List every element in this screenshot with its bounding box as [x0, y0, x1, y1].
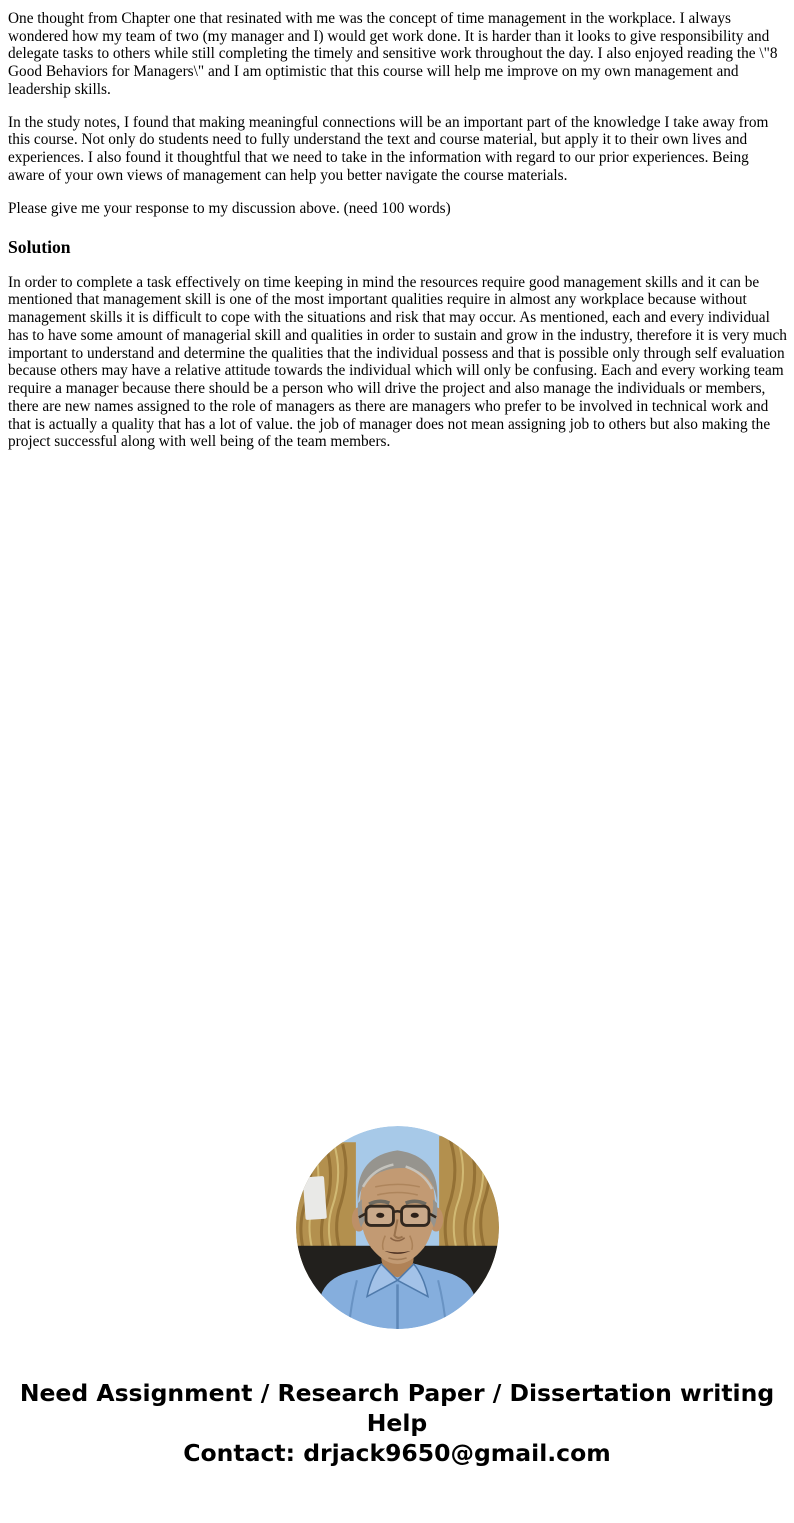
help-offer-text: Need Assignment / Research Paper / Dissertation writing Help [19, 1379, 775, 1438]
discussion-request: Please give me your response to my discussion above. (need 100 words) [8, 199, 451, 217]
document-body [0, 0, 794, 451]
whitespace-spacer [0, 466, 794, 1126]
discussion-paragraph-1: One thought from Chapter one that resinated with me was the concept of time management in the workplace. I always wondered how my team of two (my manager and I) would get work done. It is harder than it looks to give responsibility and delegate tasks to others while still completing the timely and sensitive work throughout the day. I also enjoyed reading the \"8 Good Behaviors for Managers\" and I am optimistic that this course will help me improve on my own management and leadership skills. [8, 10, 778, 98]
contact-email-text: Contact: drjack9650@gmail.com [183, 1439, 611, 1468]
portrait-photo-icon [296, 1126, 499, 1329]
solution-heading: Solution [8, 237, 71, 258]
solution-paragraph: In order to complete a task effectively on time keeping in mind the resources require good management skills and it can be mentioned that management skill is one of the most important qualities require in almost any workplace because without management skills it is difficult to cope with the situations and risk that may occur. As mentioned, each and every individual has to have some amount of managerial skill and qualities in order to sustain and grow in the industry, therefore it is very much important to understand and determine the qualities that the individual possess and that is possible only through self evaluation because others may have a relative attitude towards the individual which will only be confusing. Each and every working team require a manager because there should be a person who will drive the project and also manage the individuals or members, there are new names assigned to the role of managers as there are managers who prefer to be involved in technical work and that is actually a quality that has a lot of value. the job of manager does not mean assigning job to others but also making the project successful along with well being of the team members. [8, 273, 787, 451]
discussion-paragraph-2: In the study notes, I found that making meaningful connections will be an important part of the knowledge I take away from this course. Not only do students need to fully understand the text and course material, but apply it to their own lives and experiences. I also found it thoughtful that we need to take in the information with regard to our prior experiences. Being aware of your own views of management can help you better navigate the course materials. [8, 113, 769, 184]
avatar [296, 1126, 499, 1329]
promo-footer [0, 1378, 794, 1468]
